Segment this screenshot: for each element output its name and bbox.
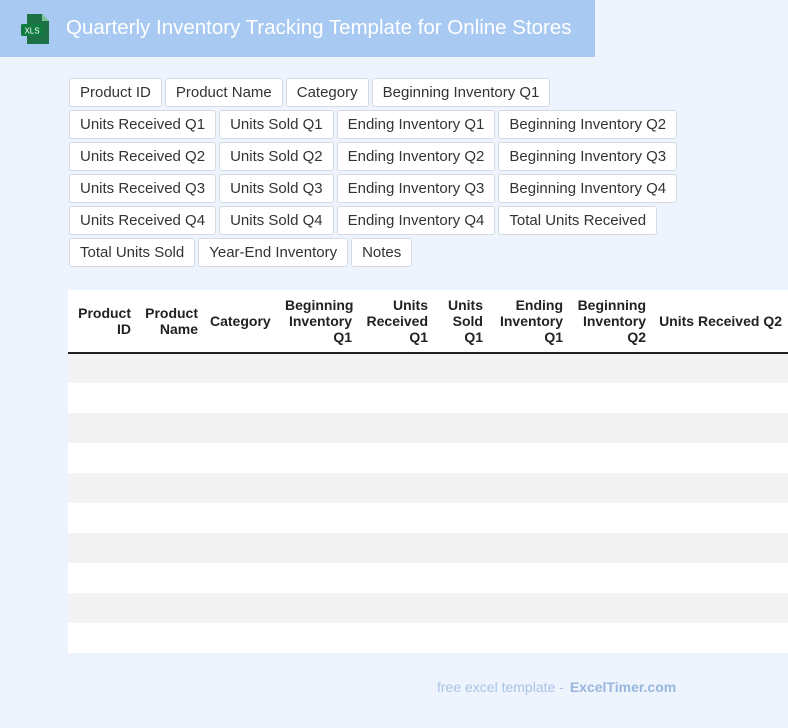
table-cell[interactable] bbox=[68, 443, 137, 473]
table-cell[interactable] bbox=[279, 563, 358, 593]
table-cell[interactable] bbox=[279, 443, 358, 473]
column-tag[interactable]: Units Sold Q2 bbox=[219, 142, 334, 171]
table-cell[interactable] bbox=[569, 353, 652, 383]
table-cell[interactable] bbox=[279, 473, 358, 503]
table-cell[interactable] bbox=[137, 623, 204, 653]
table-row bbox=[68, 473, 788, 503]
table-cell[interactable] bbox=[279, 623, 358, 653]
table-cell[interactable] bbox=[137, 503, 204, 533]
column-tag[interactable]: Product ID bbox=[69, 78, 162, 107]
table-cell[interactable] bbox=[489, 503, 569, 533]
table-row bbox=[68, 623, 788, 653]
table-cell[interactable] bbox=[569, 473, 652, 503]
table-cell[interactable] bbox=[569, 443, 652, 473]
table-cell[interactable] bbox=[204, 473, 279, 503]
page-title: Quarterly Inventory Tracking Template for Online Stores bbox=[66, 16, 572, 39]
table-cell[interactable] bbox=[652, 503, 788, 533]
table-cell[interactable] bbox=[279, 533, 358, 563]
inventory-table bbox=[68, 290, 782, 652]
column-tag[interactable]: Units Received Q1 bbox=[69, 110, 216, 139]
table-body bbox=[68, 353, 788, 653]
table-cell[interactable] bbox=[652, 623, 788, 653]
column-header: Product Name bbox=[137, 290, 204, 353]
table-cell[interactable] bbox=[204, 443, 279, 473]
table-cell[interactable] bbox=[68, 623, 137, 653]
table-cell[interactable] bbox=[68, 353, 137, 383]
table-cell[interactable] bbox=[137, 563, 204, 593]
table-cell[interactable] bbox=[569, 593, 652, 623]
table-cell[interactable] bbox=[434, 473, 489, 503]
table-cell[interactable] bbox=[434, 353, 489, 383]
table-cell[interactable] bbox=[137, 533, 204, 563]
table-cell[interactable] bbox=[204, 593, 279, 623]
table-row bbox=[68, 383, 788, 413]
table-cell[interactable] bbox=[358, 353, 434, 383]
table-cell[interactable] bbox=[569, 623, 652, 653]
table-cell[interactable] bbox=[68, 503, 137, 533]
excel-file-icon bbox=[21, 14, 49, 44]
column-tag-list bbox=[69, 78, 694, 267]
footer-site-link[interactable]: ExcelTimer.com bbox=[569, 679, 677, 695]
table-cell[interactable] bbox=[569, 503, 652, 533]
column-tag[interactable]: Units Received Q3 bbox=[69, 174, 216, 203]
table-cell[interactable] bbox=[358, 503, 434, 533]
column-tag[interactable]: Beginning Inventory Q3 bbox=[498, 142, 677, 171]
table-row bbox=[68, 443, 788, 473]
column-tag[interactable]: Total Units Received bbox=[498, 206, 657, 235]
table-row bbox=[68, 563, 788, 593]
table-cell[interactable] bbox=[652, 473, 788, 503]
column-header: Ending Inventory Q1 bbox=[489, 290, 569, 353]
table-cell[interactable] bbox=[204, 413, 279, 443]
table-cell[interactable] bbox=[569, 413, 652, 443]
column-tag[interactable]: Beginning Inventory Q1 bbox=[372, 78, 551, 107]
column-tag[interactable]: Beginning Inventory Q4 bbox=[498, 174, 677, 203]
column-tag[interactable]: Units Sold Q4 bbox=[219, 206, 334, 235]
table-cell[interactable] bbox=[489, 413, 569, 443]
column-tag[interactable]: Product Name bbox=[165, 78, 283, 107]
table-cell[interactable] bbox=[358, 563, 434, 593]
table-cell[interactable] bbox=[68, 413, 137, 443]
table-cell[interactable] bbox=[489, 593, 569, 623]
table-cell[interactable] bbox=[434, 383, 489, 413]
table-row bbox=[68, 413, 788, 443]
table-cell[interactable] bbox=[68, 383, 137, 413]
table-cell[interactable] bbox=[279, 413, 358, 443]
column-header: Beginning Inventory Q1 bbox=[279, 290, 358, 353]
table-header-row bbox=[68, 290, 788, 353]
table-cell[interactable] bbox=[652, 563, 788, 593]
column-tag[interactable]: Total Units Sold bbox=[69, 238, 195, 267]
table-cell[interactable] bbox=[489, 533, 569, 563]
table-cell[interactable] bbox=[434, 623, 489, 653]
table-row bbox=[68, 503, 788, 533]
column-tag[interactable]: Category bbox=[286, 78, 369, 107]
table-cell[interactable] bbox=[434, 413, 489, 443]
column-header: Beginning Inventory Q2 bbox=[569, 290, 652, 353]
table-cell[interactable] bbox=[137, 383, 204, 413]
table-cell[interactable] bbox=[68, 533, 137, 563]
table-cell[interactable] bbox=[489, 623, 569, 653]
excel-file-icon-label: XLS bbox=[24, 26, 40, 36]
table-cell[interactable] bbox=[489, 563, 569, 593]
table-cell[interactable] bbox=[137, 353, 204, 383]
column-tag[interactable]: Ending Inventory Q4 bbox=[337, 206, 496, 235]
table-cell[interactable] bbox=[279, 503, 358, 533]
table-cell[interactable] bbox=[652, 533, 788, 563]
table-cell[interactable] bbox=[68, 593, 137, 623]
column-header: Units Received Q2 bbox=[652, 290, 788, 353]
table-cell[interactable] bbox=[137, 413, 204, 443]
table-cell[interactable] bbox=[204, 503, 279, 533]
table-cell[interactable] bbox=[68, 473, 137, 503]
table-cell[interactable] bbox=[652, 353, 788, 383]
column-tag[interactable]: Units Received Q4 bbox=[69, 206, 216, 235]
table-cell[interactable] bbox=[652, 383, 788, 413]
table-cell[interactable] bbox=[358, 473, 434, 503]
column-tag[interactable]: Units Received Q2 bbox=[69, 142, 216, 171]
table-row bbox=[68, 353, 788, 383]
table-cell[interactable] bbox=[204, 623, 279, 653]
table-cell[interactable] bbox=[137, 593, 204, 623]
column-tag[interactable]: Units Sold Q1 bbox=[219, 110, 334, 139]
table-cell[interactable] bbox=[358, 413, 434, 443]
table-cell[interactable] bbox=[137, 443, 204, 473]
table-cell[interactable] bbox=[652, 443, 788, 473]
column-tag[interactable]: Ending Inventory Q3 bbox=[337, 174, 496, 203]
table-row bbox=[68, 593, 788, 623]
table-cell[interactable] bbox=[652, 413, 788, 443]
column-tag[interactable]: Units Sold Q3 bbox=[219, 174, 334, 203]
table-cell[interactable] bbox=[279, 593, 358, 623]
title-banner bbox=[0, 0, 595, 57]
table-cell[interactable] bbox=[358, 623, 434, 653]
column-header: Product ID bbox=[68, 290, 137, 353]
table-cell[interactable] bbox=[434, 503, 489, 533]
table-cell[interactable] bbox=[489, 353, 569, 383]
table-cell[interactable] bbox=[489, 383, 569, 413]
table-cell[interactable] bbox=[358, 443, 434, 473]
table-cell[interactable] bbox=[137, 473, 204, 503]
table-cell[interactable] bbox=[434, 563, 489, 593]
table-cell[interactable] bbox=[279, 383, 358, 413]
table-cell[interactable] bbox=[434, 533, 489, 563]
table-cell[interactable] bbox=[569, 383, 652, 413]
table-cell[interactable] bbox=[358, 383, 434, 413]
table-cell[interactable] bbox=[204, 533, 279, 563]
table-cell[interactable] bbox=[68, 563, 137, 593]
table-cell[interactable] bbox=[358, 593, 434, 623]
table-cell[interactable] bbox=[652, 593, 788, 623]
table-cell[interactable] bbox=[489, 473, 569, 503]
table-cell[interactable] bbox=[489, 443, 569, 473]
column-tag[interactable]: Ending Inventory Q1 bbox=[337, 110, 496, 139]
table-cell[interactable] bbox=[569, 563, 652, 593]
column-tag[interactable]: Ending Inventory Q2 bbox=[337, 142, 496, 171]
table-row bbox=[68, 533, 788, 563]
table-cell[interactable] bbox=[204, 353, 279, 383]
table-cell[interactable] bbox=[569, 533, 652, 563]
column-tag[interactable]: Beginning Inventory Q2 bbox=[498, 110, 677, 139]
table-cell[interactable] bbox=[358, 533, 434, 563]
table-cell[interactable] bbox=[204, 563, 279, 593]
table-cell[interactable] bbox=[204, 383, 279, 413]
column-header: Units Received Q1 bbox=[358, 290, 434, 353]
footer-credit bbox=[437, 679, 676, 695]
footer-prefix: free excel template - bbox=[437, 679, 564, 695]
table-cell[interactable] bbox=[434, 443, 489, 473]
table-cell[interactable] bbox=[434, 593, 489, 623]
table-cell[interactable] bbox=[279, 353, 358, 383]
column-tag[interactable]: Year-End Inventory bbox=[198, 238, 348, 267]
column-header: Units Sold Q1 bbox=[434, 290, 489, 353]
column-tag[interactable]: Notes bbox=[351, 238, 412, 267]
column-header: Category bbox=[204, 290, 279, 353]
